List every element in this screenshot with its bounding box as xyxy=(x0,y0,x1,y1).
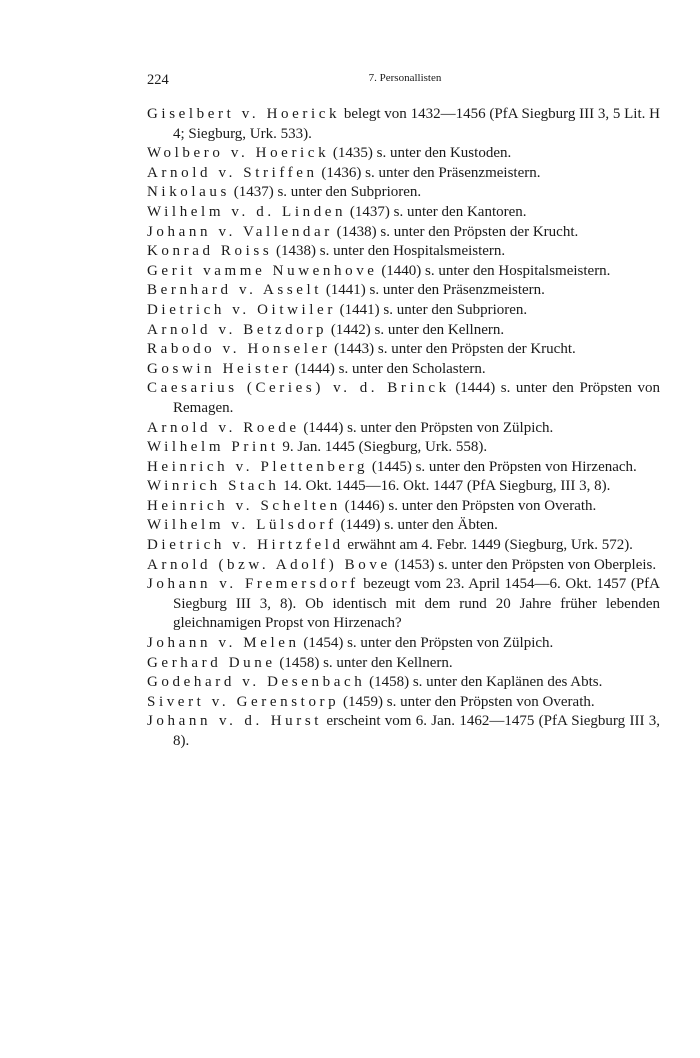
person-entry xyxy=(147,477,660,497)
person-name: Gerit vamme Nuwenhove xyxy=(147,262,378,279)
entry-text: (1442) s. unter den Kellnern. xyxy=(327,321,505,338)
entry-text: (1444) s. unter den Pröpsten von Remagen. xyxy=(173,380,661,416)
person-name: Dietrich v. Hirtzfeld xyxy=(147,537,344,554)
person-entry xyxy=(147,438,660,458)
person-entry xyxy=(147,654,660,674)
running-head: 7. Personallisten xyxy=(368,72,442,84)
person-name: Arnold (bzw. Adolf) Bove xyxy=(147,556,391,573)
entry-text: (1437) s. unter den Subprioren. xyxy=(229,184,422,201)
person-entry xyxy=(147,556,660,576)
person-entry xyxy=(147,183,660,203)
entry-text: (1459) s. unter den Pröpsten von Overath. xyxy=(339,693,595,710)
entry-text: (1438) s. unter den Pröpsten der Krucht. xyxy=(332,223,579,240)
person-entry xyxy=(147,516,660,536)
entry-text: (1446) s. unter den Pröpsten von Overath. xyxy=(340,497,597,514)
entry-text: (1443) s. unter den Pröpsten der Krucht. xyxy=(330,341,576,358)
person-entry xyxy=(147,281,660,301)
person-entry xyxy=(147,458,660,478)
person-entry xyxy=(147,144,660,164)
person-name: Sivert v. Gerenstorp xyxy=(147,693,340,710)
entry-text: (1449) s. unter den Äbten. xyxy=(336,517,498,534)
entry-text: 14. Okt. 1445—16. Okt. 1447 (PfA Siegburg, III 3, 8). xyxy=(279,478,611,495)
person-name: Konrad Roiss xyxy=(147,243,273,260)
person-name: Godehard v. Desenbach xyxy=(147,674,366,691)
entry-text: (1444) s. unter den Scholastern. xyxy=(291,360,486,377)
person-name: Caesarius (Ceries) v. d. Brinck xyxy=(147,380,450,397)
person-entry xyxy=(147,203,660,223)
entry-text: (1453) s. unter den Pröpsten von Oberpleis. xyxy=(390,556,657,573)
person-name: Johann v. Melen xyxy=(147,635,300,652)
person-name: Arnold v. Betzdorp xyxy=(147,321,328,338)
person-entry xyxy=(147,379,660,418)
person-entry xyxy=(147,262,660,282)
person-name: Gerhard Dune xyxy=(147,654,276,671)
entry-text: (1440) s. unter den Hospitalsmeistern. xyxy=(377,262,611,279)
person-name: Nikolaus xyxy=(147,184,230,201)
person-entry xyxy=(147,712,660,751)
person-name: Goswin Heister xyxy=(147,360,292,377)
entry-text: 9. Jan. 1445 (Siegburg, Urk. 558). xyxy=(278,439,488,456)
entry-text: (1444) s. unter den Pröpsten von Zülpich. xyxy=(299,419,554,436)
person-name: Giselbert v. Hoerick xyxy=(147,106,341,122)
entry-text: (1454) s. unter den Pröpsten von Zülpich. xyxy=(299,635,554,652)
person-entry xyxy=(147,536,660,556)
entry-text: bezeugt vom 23. April 1454—6. Okt. 1457 (PfA Siegburg III 3, 8). Ob identisch mit dem rund 20 Jahre früher lebenden gleichnamigen Propst von Hirzenach? xyxy=(173,576,660,632)
person-name: Winrich Stach xyxy=(147,478,280,495)
person-entry xyxy=(147,634,660,654)
person-name: Dietrich v. Oitwiler xyxy=(147,301,336,318)
person-entry xyxy=(147,575,660,634)
person-entry xyxy=(147,693,660,713)
entry-text: (1438) s. unter den Hospitalsmeistern. xyxy=(272,243,506,260)
person-entry xyxy=(147,419,660,439)
entry-list xyxy=(147,105,660,752)
person-name: Wilhelm v. d. Linden xyxy=(147,203,347,220)
person-name: Arnold v. Roede xyxy=(147,419,300,436)
person-entry xyxy=(147,321,660,341)
person-entry xyxy=(147,223,660,243)
person-name: Johann v. Fremersdorf xyxy=(147,576,359,593)
person-name: Wilhelm Print xyxy=(147,439,279,456)
person-entry xyxy=(147,340,660,360)
entry-text: (1437) s. unter den Kantoren. xyxy=(346,203,527,220)
page-number: 224 xyxy=(147,72,169,88)
person-name: Johann v. d. Hurst xyxy=(147,713,323,730)
entry-text: (1441) s. unter den Subprioren. xyxy=(335,301,528,318)
entry-text: (1445) s. unter den Pröpsten von Hirzenach. xyxy=(368,458,637,475)
person-entry xyxy=(147,105,660,144)
entry-text: (1435) s. unter den Kustoden. xyxy=(329,145,512,162)
person-name: Heinrich v. Schelten xyxy=(147,497,341,514)
entry-text: (1458) s. unter den Kaplänen des Abts. xyxy=(365,674,603,691)
person-entry xyxy=(147,673,660,693)
person-name: Wilhelm v. Lülsdorf xyxy=(147,517,337,534)
person-entry xyxy=(147,360,660,380)
person-name: Johann v. Vallendar xyxy=(147,223,333,240)
entry-text: (1441) s. unter den Präsenzmeistern. xyxy=(322,282,545,299)
entry-text: belegt von 1432—1456 (PfA Siegburg III 3, 5 Lit. H 4; Siegburg, Urk. 533). xyxy=(173,106,660,142)
person-name: Wolbero v. Hoerick xyxy=(147,145,330,162)
entry-text: (1458) s. unter den Kellnern. xyxy=(275,654,453,671)
person-name: Arnold v. Striffen xyxy=(147,164,318,181)
person-entry xyxy=(147,164,660,184)
person-entry xyxy=(147,301,660,321)
person-entry xyxy=(147,242,660,262)
person-name: Bernhard v. Asselt xyxy=(147,282,323,299)
entry-text: (1436) s. unter den Präsenzmeistern. xyxy=(317,164,541,181)
person-name: Heinrich v. Plettenberg xyxy=(147,458,369,475)
entry-text: erwähnt am 4. Febr. 1449 (Siegburg, Urk. 572). xyxy=(343,537,633,554)
entry-text: erscheint vom 6. Jan. 1462—1475 (PfA Siegburg III 3, 8). xyxy=(173,713,660,749)
person-name: Rabodo v. Honseler xyxy=(147,341,331,358)
person-entry xyxy=(147,497,660,517)
